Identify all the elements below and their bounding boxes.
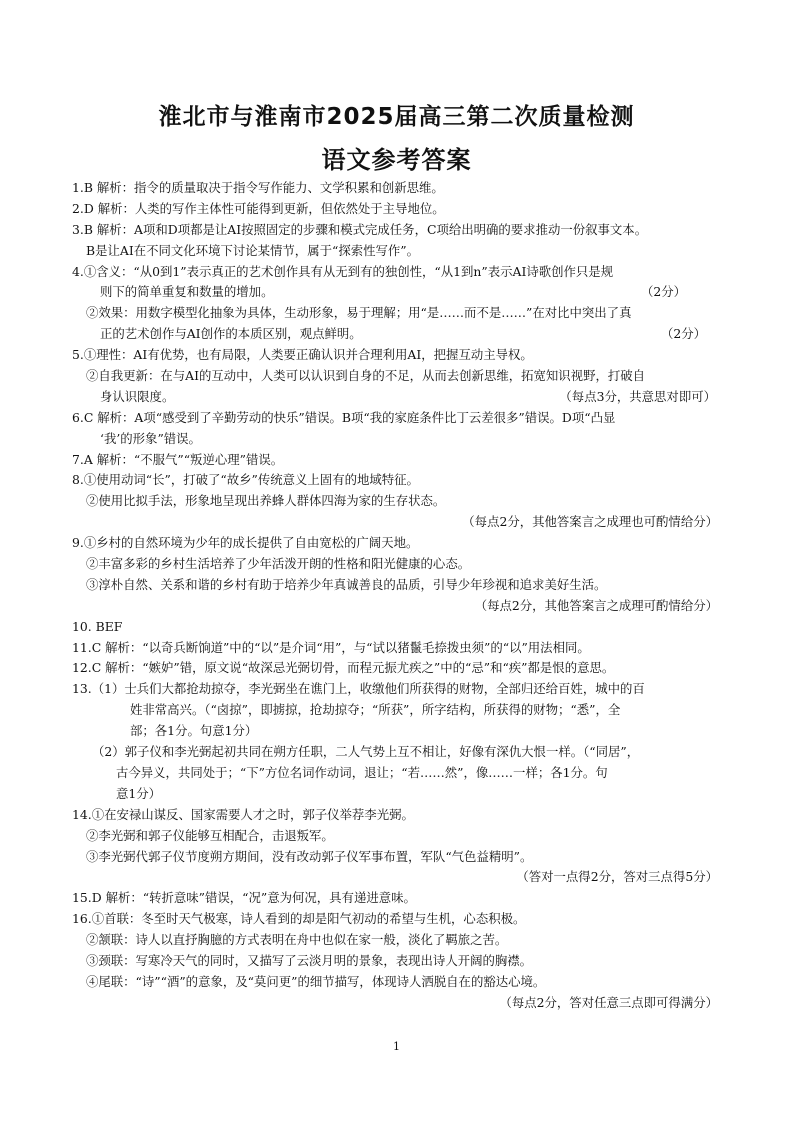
document-title: 淮北市与淮南市2025届高三第二次质量检测 — [158, 104, 635, 130]
answer-line: ④尾联：“诗”“酒”的意象，及“莫问更”的细节描写，体现诗人洒脱自在的豁达心境。 — [86, 973, 546, 989]
score-note: （答对一点得2分，答对三点得5分） — [516, 869, 718, 885]
answer-line: 10. BEF — [72, 618, 123, 634]
answer-line: ③颈联：写寒冷天气的同时，又描写了云淡月明的景象，表现出诗人开阔的胸襟。 — [86, 952, 533, 968]
answer-line-text: 身认识限度。 — [100, 388, 175, 404]
answer-line — [72, 387, 722, 408]
answer-line: 9.①乡村的自然环境为少年的成长提供了自由宽松的广阔天地。 — [72, 535, 419, 551]
answer-line: 12.C 解析：“嫉妒”错，原文说“故深忌光弼切骨，而程元振尤疾之”中的“忌”和“疾”都是恨的意思。 — [72, 660, 615, 676]
score-note: （每点2分，答对任意三点即可得满分） — [499, 994, 718, 1010]
answer-line: ③李光弼代郭子仪节度朔方期间，没有改动郭子仪军事布置，军队“气色益精明”。 — [86, 848, 533, 864]
answer-list — [72, 178, 722, 1014]
answer-line: ②自我更新：在与AI的互动中，人类可以认识到自身的不足，从而去创新思维，拓宽知识视野，打破自 — [86, 368, 646, 384]
answer-line: 3.B 解析：A项和D项都是让AI按照固定的步骤和模式完成任务，C项给出明确的要求推动一份叙事文本。 — [72, 221, 648, 237]
score-note: （2分） — [660, 326, 706, 342]
answer-line: ②效果：用数字模型化抽象为具体，生动形象，易于理解；用“是……而不是……”在对比中突出了真 — [86, 305, 632, 321]
answer-line: 13.（1）士兵们大都抢劫掠夺，李光弼坐在谯门上，收缴他们所获得的财物，全部归还给百姓，城中的百 — [72, 681, 645, 697]
answer-line: 姓非常高兴。（“卤掠”，即掳掠，抢劫掠夺；“所获”，所字结构，所获得的财物；“悉”，全 — [130, 702, 621, 718]
answer-line-text: 正的艺术创作与AI创作的本质区别，观点鲜明。 — [100, 326, 362, 342]
answer-line: ②颔联：诗人以直抒胸臆的方式表明在舟中也似在家一般，淡化了羁旅之苦。 — [86, 932, 508, 948]
answer-line: 14.①在安禄山谋反、国家需要人才之时，郭子仪举荐李光弼。 — [72, 806, 414, 822]
answer-line — [72, 324, 722, 345]
document-subtitle: 语文参考答案 — [321, 146, 472, 174]
score-note: （每点3分，共意思对即可） — [559, 388, 716, 404]
answer-line: 11.C 解析：“以奇兵断饷道”中的“以”是介词“用”，与“试以猪鬣毛捺拨虫须”的“以”用法相同。 — [72, 639, 590, 655]
answer-line: ③淳朴自然、关系和谐的乡村有助于培养少年真诚善良的品质，引导少年珍视和追求美好生活。 — [86, 576, 607, 592]
answer-line: 古今异义，共同处于；“下”方位名词作动词，退让；“若……然”，像……一样；各1分。句 — [116, 764, 608, 780]
answer-line: B是让AI在不同文化环境下讨论某情节，属于“探索性写作”。 — [86, 242, 419, 258]
answer-line: 2.D 解析：人类的写作主体性可能得到更新，但依然处于主导地位。 — [72, 200, 445, 216]
score-note: （每点2分，其他答案言之成理可酌情给分） — [474, 597, 718, 613]
answer-line: ‘我’的形象”错误。 — [100, 430, 201, 446]
answer-line: 意1分） — [116, 785, 162, 801]
answer-line: 4.①含义：“从0到1”表示真正的艺术创作具有从无到有的独创性，“从1到n”表示AI诗歌创作只是规 — [72, 263, 614, 279]
answer-line: （2）郭子仪和李光弼起初共同在朔方任职，二人气势上互不相让，好像有深仇大恨一样。（“同居”， — [92, 744, 640, 760]
answer-line-text: 则下的简单重复和数量的增加。 — [100, 284, 274, 300]
score-note: （2分） — [640, 284, 686, 300]
answer-line: 7.A 解析：“不服气”“叛逆心理”错误。 — [72, 451, 284, 467]
answer-line — [72, 282, 722, 303]
page-number: 1 — [393, 1040, 400, 1053]
answer-line: 5.①理性：AI有优势，也有局限，人类要正确认识并合理利用AI，把握互动主导权。 — [72, 347, 533, 363]
answer-line: 8.①使用动词“长”，打破了“故乡”传统意义上固有的地域特征。 — [72, 472, 419, 488]
score-note: （每点2分，其他答案言之成理也可酌情给分） — [462, 514, 718, 530]
answer-line: 6.C 解析：A项“感受到了辛勤劳动的快乐”错误。B项“我的家庭条件比丁云差很多”错误。D项“凸显 — [72, 409, 616, 425]
answer-line: 16.①首联：冬至时天气极寒，诗人看到的却是阳气初动的希望与生机，心态积极。 — [72, 911, 526, 927]
answer-line: 1.B 解析：指令的质量取决于指令写作能力、文学积累和创新思维。 — [72, 180, 444, 195]
answer-line: ②丰富多彩的乡村生活培养了少年活泼开朗的性格和阳光健康的心态。 — [86, 556, 471, 572]
answer-line: ②使用比拟手法，形象地呈现出养蜂人群体四海为家的生存状态。 — [86, 493, 446, 509]
answer-line: 部；各1分。句意1分） — [130, 723, 258, 739]
answer-line: ②李光弼和郭子仪能够互相配合，击退叛军。 — [86, 827, 334, 843]
answer-line: 15.D 解析：“转折意味”错误，“况”意为何况，具有递进意味。 — [72, 890, 416, 906]
